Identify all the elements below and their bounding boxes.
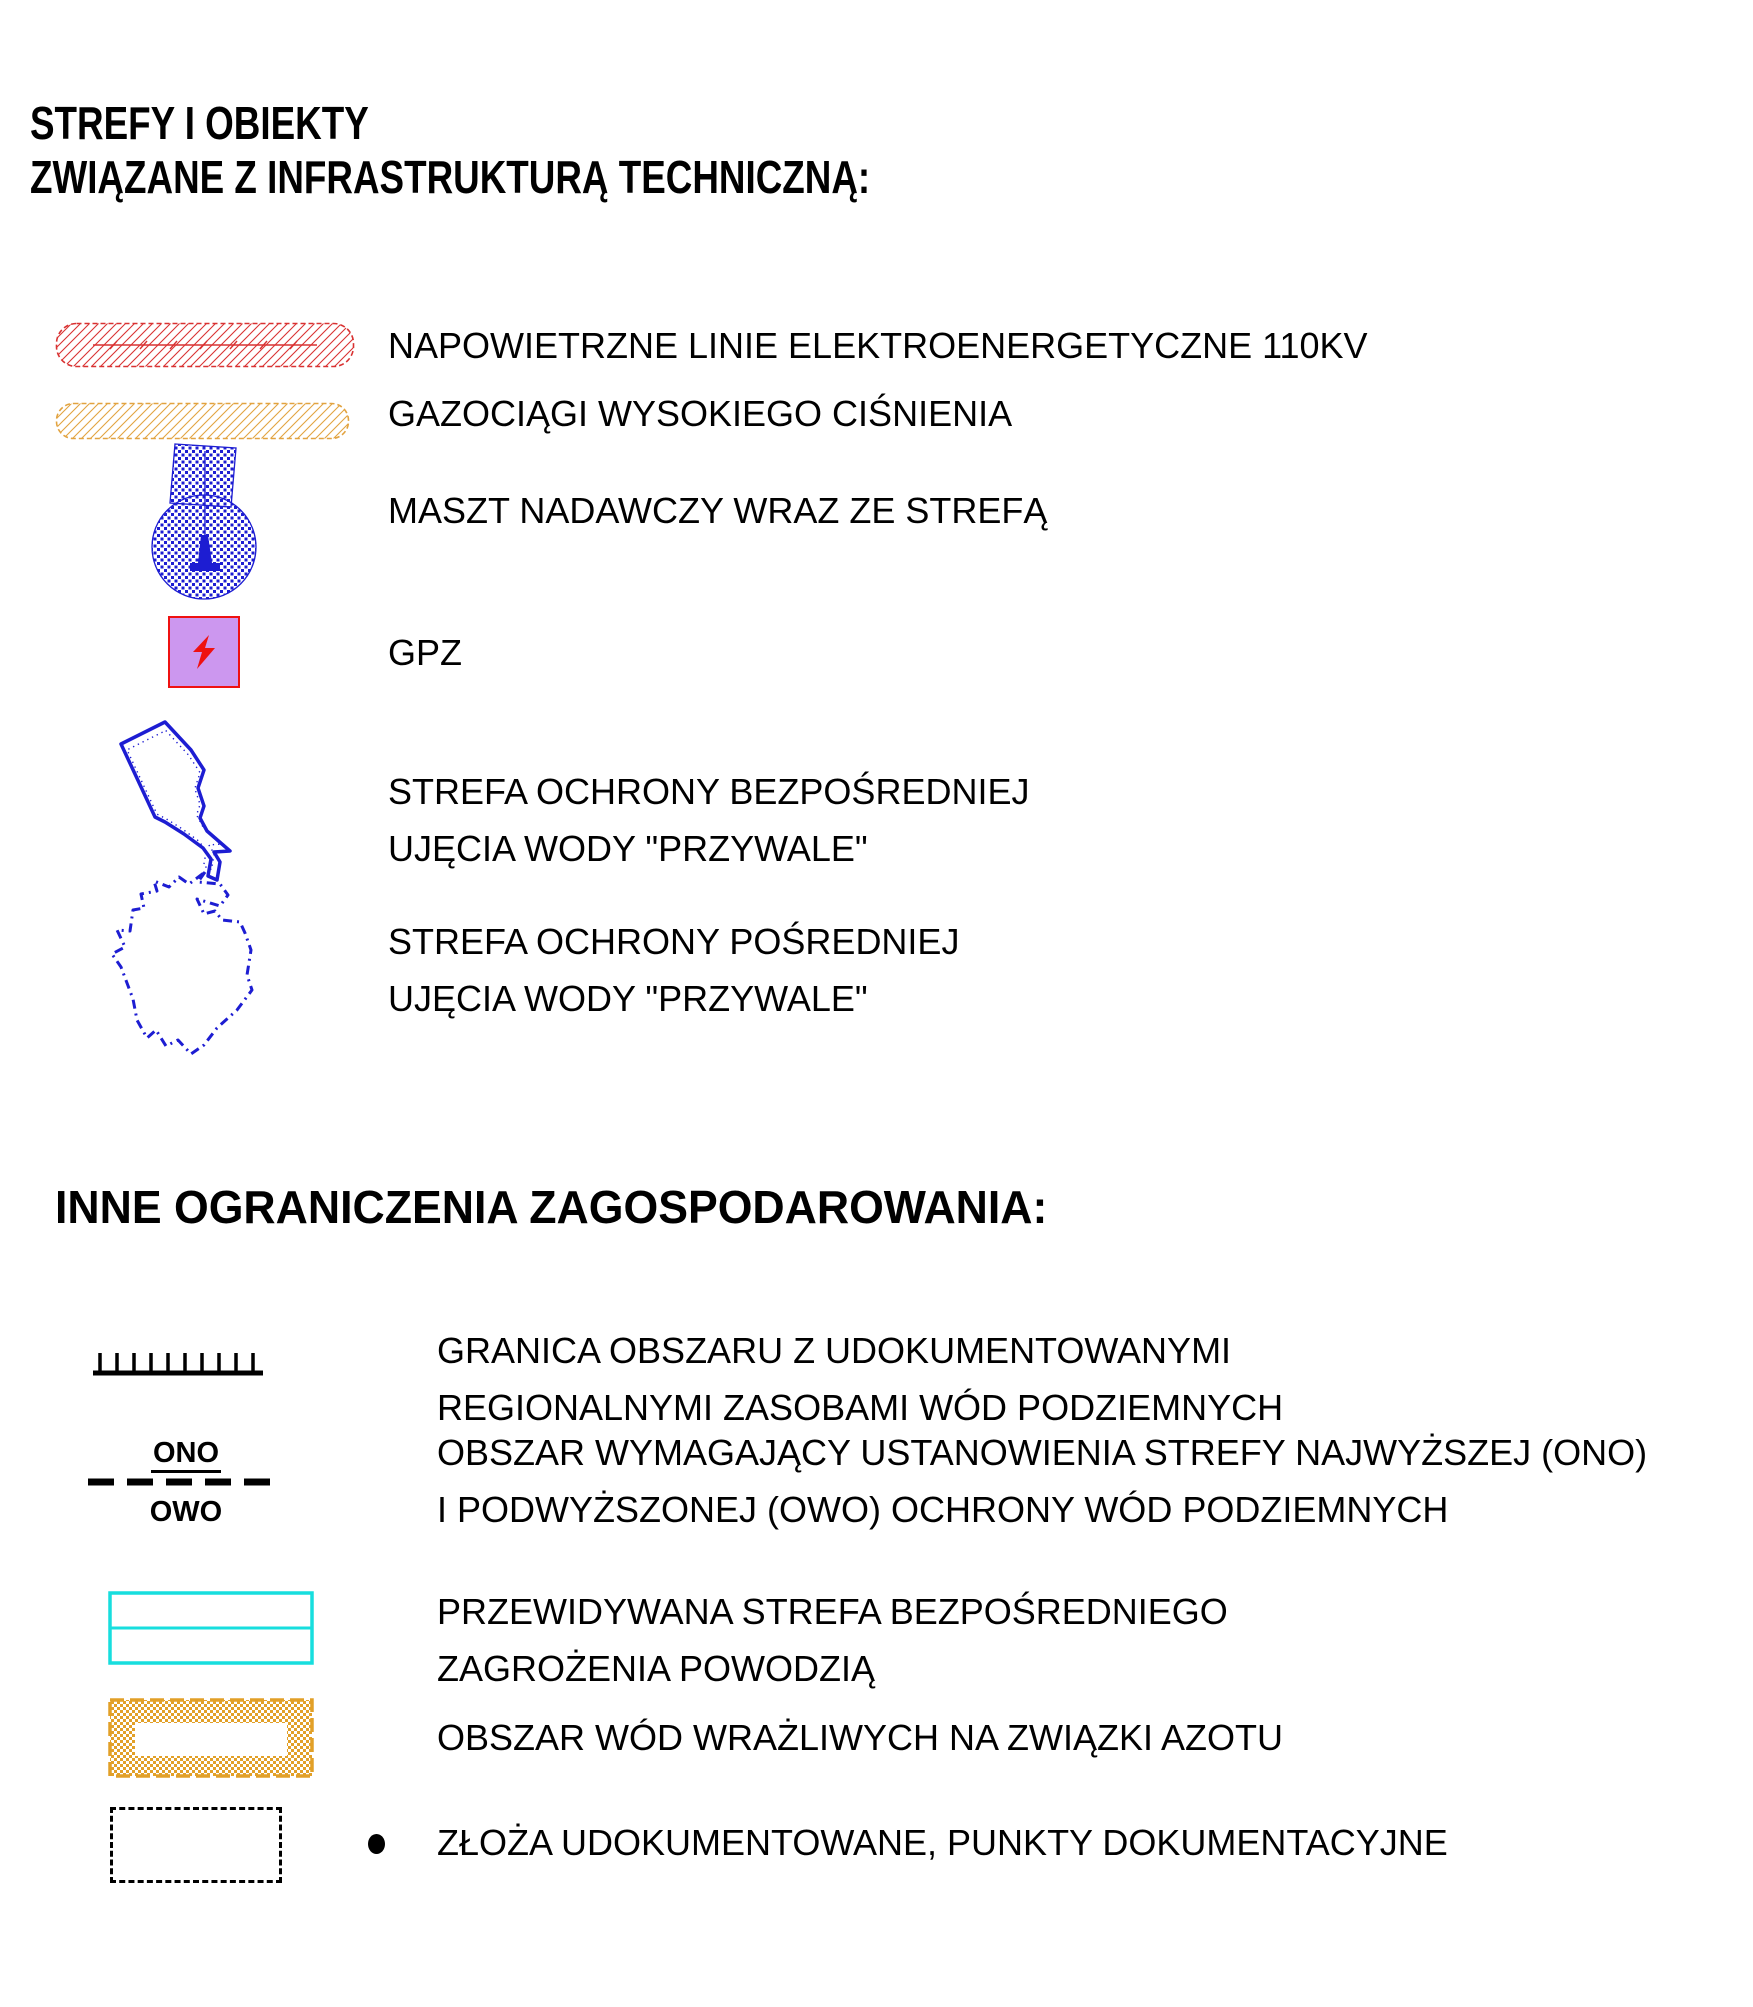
tag-ono-text: ONO: [151, 1437, 221, 1473]
documentation-point-icon: [368, 1834, 385, 1854]
label-line: UJĘCIA WODY "PRZYWALE": [388, 978, 868, 1019]
label-gas-pipeline: GAZOCIĄGI WYSOKIEGO CIŚNIENIA: [388, 393, 1013, 434]
gas-pipeline-corridor-swatch: [55, 402, 350, 440]
label-transmitter-mast: MASZT NADAWCZY WRAZ ZE STREFĄ: [388, 490, 1048, 531]
direct-protection-zone-swatch: [113, 718, 241, 890]
label-power-line-110kv: NAPOWIETRZNE LINIE ELEKTROENERGETYCZNE 110KV: [388, 325, 1368, 366]
section-title-infrastructure-line2: ZWIĄZANE Z INFRASTRUKTURĄ TECHNICZNĄ:: [30, 151, 871, 203]
power-line-110kv-corridor-swatch: [55, 322, 355, 368]
tag-ono: [143, 1437, 229, 1470]
label-documented-deposits: ZŁOŻA UDOKUMENTOWANE, PUNKTY DOKUMENTACYJNE: [437, 1822, 1448, 1863]
label-flood-risk-zone: [437, 1583, 1228, 1697]
label-line: STREFA OCHRONY POŚREDNIEJ: [388, 921, 960, 962]
documented-deposits-swatch: [110, 1807, 282, 1883]
nitrate-sensitive-waters-swatch: [108, 1698, 314, 1778]
transmitter-mast-zone-swatch: [150, 443, 260, 603]
label-line: UJĘCIA WODY "PRZYWALE": [388, 828, 868, 869]
label-direct-protection-zone: [388, 763, 1029, 877]
groundwater-boundary-swatch: [92, 1348, 264, 1378]
gpz-substation-swatch: [168, 616, 240, 688]
label-line: PRZEWIDYWANA STREFA BEZPOŚREDNIEGO: [437, 1591, 1228, 1632]
ono-owo-dashed-line-swatch: [88, 1477, 274, 1487]
label-line: I PODWYŻSZONEJ (OWO) OCHRONY WÓD PODZIEMNYCH: [437, 1489, 1449, 1530]
label-indirect-protection-zone: [388, 913, 959, 1027]
label-line: GRANICA OBSZARU Z UDOKUMENTOWANYMI: [437, 1330, 1232, 1371]
label-line: REGIONALNYMI ZASOBAMI WÓD PODZIEMNYCH: [437, 1387, 1284, 1428]
section-title-other-restrictions: INNE OGRANICZENIA ZAGOSPODAROWANIA:: [55, 1181, 1048, 1233]
flood-risk-zone-swatch: [108, 1591, 314, 1665]
label-nitrate-sensitive-waters: OBSZAR WÓD WRAŻLIWYCH NA ZWIĄZKI AZOTU: [437, 1717, 1284, 1758]
label-line: ZAGROŻENIA POWODZIĄ: [437, 1648, 876, 1689]
label-line: OBSZAR WYMAGAJĄCY USTANOWIENIA STREFY NAJWYŻSZEJ (ONO): [437, 1432, 1648, 1473]
label-groundwater-boundary: [437, 1322, 1283, 1436]
section-title-infrastructure-line1: STREFY I OBIEKTY: [30, 97, 369, 149]
section-title-infrastructure: [30, 96, 870, 204]
label-ono-owo: [437, 1424, 1647, 1538]
label-line: STREFA OCHRONY BEZPOŚREDNIEJ: [388, 771, 1030, 812]
label-gpz: GPZ: [388, 632, 463, 673]
indirect-protection-zone-swatch: [108, 868, 273, 1070]
lightning-bolt-icon: [191, 634, 217, 670]
tag-owo: OWO: [149, 1496, 223, 1528]
